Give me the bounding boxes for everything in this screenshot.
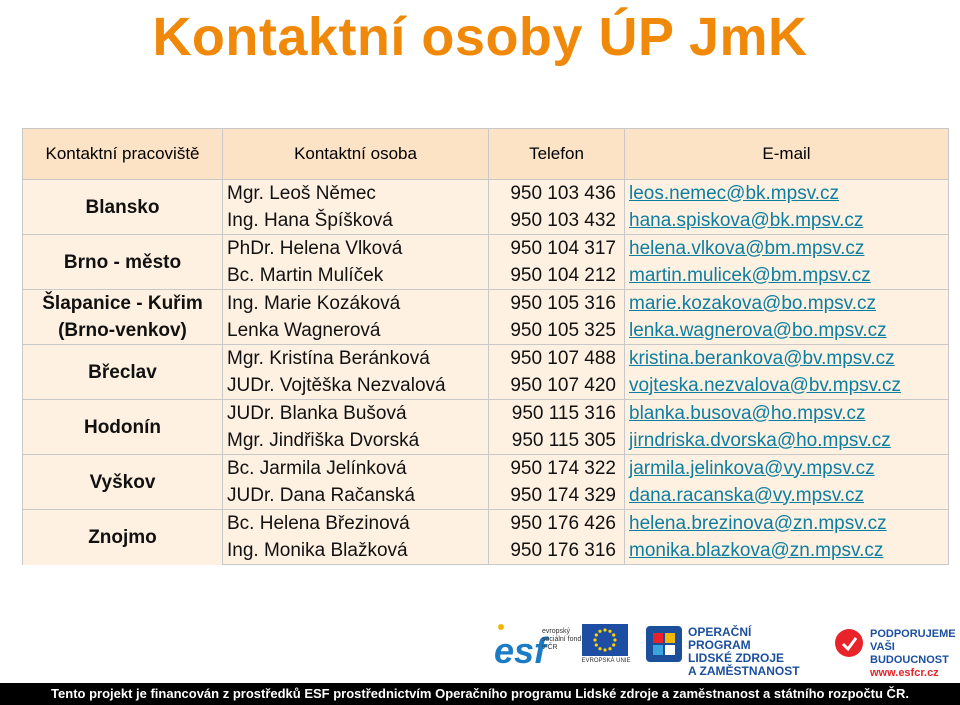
office-cell [23, 400, 223, 455]
office-name: Šlapanice - Kuřim [42, 293, 203, 314]
contact-name: Mgr. Kristína Beránková [223, 345, 489, 373]
op-logo-line-3: A ZAMĚSTNANOST [688, 664, 800, 678]
contact-email-cell [625, 455, 949, 483]
op-emblem-icon [646, 626, 682, 662]
header-phone: Telefon [489, 129, 625, 180]
table-row [23, 290, 949, 318]
contact-name: Mgr. Leoš Němec [223, 180, 489, 208]
op-logo-text [688, 626, 816, 678]
support-logo-text [870, 628, 960, 680]
contact-phone: 950 115 316 [489, 400, 625, 428]
contact-phone: 950 115 305 [489, 427, 625, 455]
contact-email-cell [625, 235, 949, 263]
table-row [23, 510, 949, 538]
office-cell [23, 455, 223, 510]
contact-email-cell [625, 317, 949, 345]
contact-email-link[interactable]: helena.brezinova@zn.mpsv.cz [629, 512, 887, 534]
office-name: Znojmo [88, 526, 157, 548]
contact-email-link[interactable]: dana.racanska@vy.mpsv.cz [629, 484, 865, 506]
contact-phone: 950 174 322 [489, 455, 625, 483]
contact-email-cell [625, 180, 949, 208]
contact-email-cell [625, 290, 949, 318]
table-header-row [23, 129, 949, 180]
contact-phone: 950 104 212 [489, 262, 625, 290]
office-cell [23, 180, 223, 235]
esf-logo-text: esf [494, 630, 547, 671]
contact-phone: 950 174 329 [489, 482, 625, 510]
office-name: Brno - město [63, 251, 182, 273]
contact-phone: 950 176 316 [489, 537, 625, 565]
contact-phone: 950 105 325 [489, 317, 625, 345]
contact-phone: 950 107 420 [489, 372, 625, 400]
contact-phone: 950 105 316 [489, 290, 625, 318]
footer-funding-note: Tento projekt je financován z prostředků ESF prostřednictvím Operačního programu Lidské zdroje a zaměstnanost a státního rozpočtu ČR. [0, 683, 960, 705]
contact-email-link[interactable]: kristina.berankova@bv.mpsv.cz [629, 347, 895, 369]
support-line-1: PODPORUJEME [870, 628, 956, 640]
op-logo-line-2: LIDSKÉ ZDROJE [688, 651, 785, 665]
page-title: Kontaktní osoby ÚP JmK [152, 7, 808, 67]
contact-email-cell [625, 345, 949, 373]
table-row [23, 345, 949, 373]
contact-name: Bc. Jarmila Jelínková [223, 455, 489, 483]
eu-flag-icon [582, 624, 628, 656]
support-line-2: VAŠI BUDOUCNOST [870, 641, 949, 666]
header-email: E-mail [625, 129, 949, 180]
office-name: Vyškov [89, 471, 156, 493]
contact-name: JUDr. Vojtěška Nezvalová [223, 372, 489, 400]
esf-logo-subtext: evropský sociální fond v ČR [542, 628, 582, 651]
op-logo-line-1: OPERAČNÍ PROGRAM [688, 625, 752, 652]
contact-name: Ing. Hana Špíšková [223, 207, 489, 235]
contact-email-cell [625, 400, 949, 428]
contact-name: JUDr. Dana Račanská [223, 482, 489, 510]
table-row [23, 235, 949, 263]
office-cell [23, 510, 223, 565]
contact-email-link[interactable]: helena.vlkova@bm.mpsv.cz [629, 237, 865, 259]
table-row [23, 180, 949, 208]
contact-phone: 950 176 426 [489, 510, 625, 538]
contacts-table [22, 128, 949, 565]
office-name: Břeclav [88, 361, 157, 383]
contact-phone: 950 107 488 [489, 345, 625, 373]
contact-email-link[interactable]: lenka.wagnerova@bo.mpsv.cz [629, 319, 887, 341]
contact-email-cell [625, 482, 949, 510]
office-name: Hodonín [83, 416, 162, 438]
header-person: Kontaktní osoba [223, 129, 489, 180]
contact-email-link[interactable]: marie.kozakova@bo.mpsv.cz [629, 292, 877, 314]
support-url: www.esfcr.cz [870, 667, 939, 679]
esf-logo [494, 620, 582, 671]
contact-email-link[interactable]: leos.nemec@bk.mpsv.cz [629, 182, 840, 204]
contact-email-cell [625, 510, 949, 538]
office-cell [23, 290, 223, 345]
support-emblem-icon [834, 628, 864, 658]
contact-phone: 950 103 432 [489, 207, 625, 235]
contact-email-link[interactable]: blanka.busova@ho.mpsv.cz [629, 402, 866, 424]
contact-name: Bc. Helena Březinová [223, 510, 489, 538]
contact-name: Mgr. Jindřiška Dvorská [223, 427, 489, 455]
contact-phone: 950 103 436 [489, 180, 625, 208]
contact-email-cell [625, 372, 949, 400]
table-row [23, 400, 949, 428]
contact-email-link[interactable]: martin.mulicek@bm.mpsv.cz [629, 264, 871, 286]
table-body [23, 180, 949, 565]
contact-name: Ing. Marie Kozáková [223, 290, 489, 318]
contact-name: Ing. Monika Blažková [223, 537, 489, 565]
support-logo [834, 620, 960, 679]
contact-name: Lenka Wagnerová [223, 317, 489, 345]
contact-name: PhDr. Helena Vlková [223, 235, 489, 263]
contact-name: JUDr. Blanka Bušová [223, 400, 489, 428]
contact-name: Bc. Martin Mulíček [223, 262, 489, 290]
office-name: Blansko [85, 196, 160, 218]
contact-email-link[interactable]: vojteska.nezvalova@bv.mpsv.cz [629, 374, 902, 396]
table-row [23, 455, 949, 483]
office-cell [23, 345, 223, 400]
contact-email-cell [625, 262, 949, 290]
office-name: (Brno-venkov) [58, 320, 187, 341]
contact-email-cell [625, 537, 949, 565]
contact-email-link[interactable]: monika.blazkova@zn.mpsv.cz [629, 539, 884, 561]
contact-email-link[interactable]: jarmila.jelinkova@vy.mpsv.cz [629, 457, 875, 479]
contact-email-cell [625, 427, 949, 455]
op-logo [646, 620, 816, 678]
office-cell [23, 235, 223, 290]
contact-email-cell [625, 207, 949, 235]
eu-logo-label: EVROPSKÁ UNIE [581, 658, 631, 664]
contact-email-link[interactable]: jirndriska.dvorska@ho.mpsv.cz [629, 429, 891, 451]
header-office: Kontaktní pracoviště [23, 129, 223, 180]
contact-phone: 950 104 317 [489, 235, 625, 263]
contact-email-link[interactable]: hana.spiskova@bk.mpsv.cz [629, 209, 864, 231]
